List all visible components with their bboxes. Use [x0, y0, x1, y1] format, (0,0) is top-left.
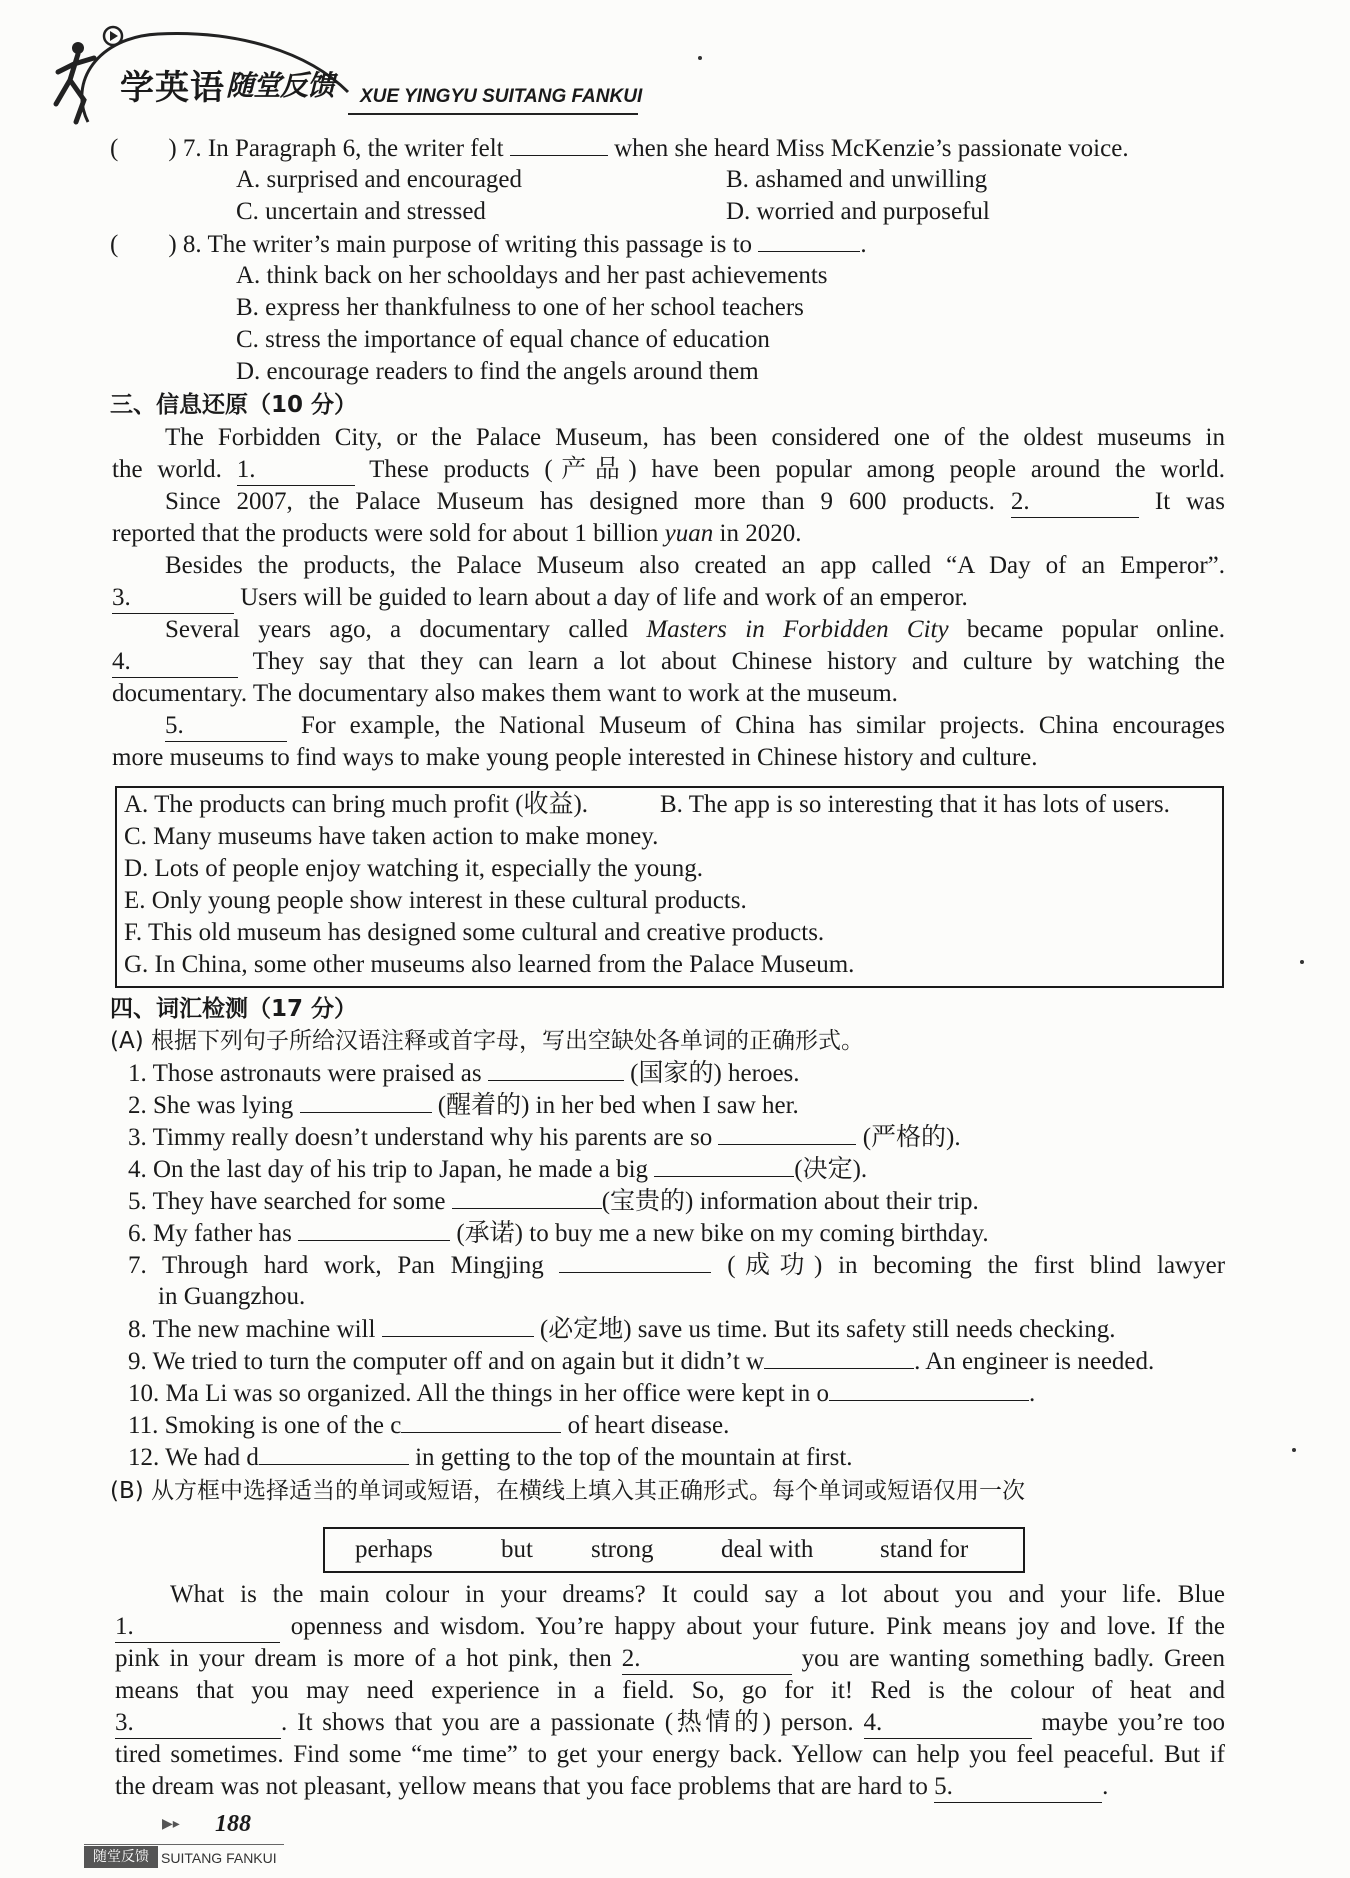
page-header	[48, 22, 668, 127]
word-box	[323, 1527, 1025, 1573]
passage-line: documentary. The documentary also makes them want to work at the museum.	[112, 680, 898, 707]
blank-2[interactable]: 2.	[1011, 487, 1139, 518]
answer-bracket[interactable]: ( )	[110, 231, 177, 258]
box-option-d: D. Lots of people enjoy watching it, especially the young.	[124, 855, 704, 882]
answer-blank[interactable]	[382, 1314, 534, 1337]
passage-b-line: 1. openness and wisdom. You’re happy about your future. Pink means joy and love. If the	[115, 1612, 1225, 1643]
option-8c[interactable]: C. stress the importance of equal chance of education	[236, 326, 770, 353]
word-option: deal with	[721, 1536, 814, 1563]
question-7	[110, 133, 1129, 164]
part-b-instructions: (B) 从方框中选择适当的单词或短语，在横线上填入其正确形式。每个单词或短语仅用一次	[110, 1478, 1026, 1504]
option-8a[interactable]: A. think back on her schooldays and her past achievements	[236, 262, 828, 289]
footer-divider	[84, 1844, 284, 1845]
section-3-title: 三、信息还原（10 分）	[110, 392, 358, 418]
passage-line: 5. For example, the National Museum of China has similar projects. China encourages	[165, 711, 1225, 742]
passage-line: Several years ago, a documentary called Masters in Forbidden City became popular online.	[165, 616, 1226, 643]
passage-b-line: pink in your dream is more of a hot pink, then 2. you are wanting something badly. Green	[115, 1644, 1225, 1675]
vocab-item-12: 12. We had d in getting to the top of the mountain at first.	[128, 1444, 853, 1471]
vocab-item-3: 3. Timmy really doesn’t understand why his parents are so (严格的).	[128, 1124, 961, 1151]
passage-line: 3. Users will be guided to learn about a day of life and work of an emperor.	[112, 583, 968, 614]
option-8d[interactable]: D. encourage readers to find the angels around them	[236, 358, 759, 385]
footer-tag-cn: 随堂反馈	[84, 1846, 158, 1868]
passage-line: Besides the products, the Palace Museum also created an app called “A Day of an Emperor”.	[165, 552, 1225, 579]
answer-blank[interactable]	[452, 1186, 602, 1209]
answer-bracket[interactable]: ( )	[110, 135, 177, 162]
passage-line: more museums to find ways to make young people interested in Chinese history and culture.	[112, 744, 1038, 771]
answer-blank[interactable]	[718, 1122, 856, 1145]
vocab-item-5: 5. They have searched for some (宝贵的) information about their trip.	[128, 1188, 979, 1215]
answer-blank[interactable]	[401, 1410, 561, 1433]
word-option: but	[501, 1536, 533, 1563]
blank-b4[interactable]: 4.	[864, 1708, 1032, 1739]
option-7c[interactable]: C. uncertain and stressed	[236, 198, 486, 225]
option-7d[interactable]: D. worried and purposeful	[726, 198, 990, 225]
blank-b5[interactable]: 5.	[934, 1772, 1102, 1803]
passage-line: the world. 1. These products (产品) have been popular among people around the world.	[112, 455, 1225, 486]
vocab-item-11: 11. Smoking is one of the c of heart disease.	[128, 1412, 730, 1439]
scan-speck	[698, 56, 702, 60]
answer-blank[interactable]	[654, 1154, 794, 1177]
scan-speck	[1300, 960, 1304, 964]
vocab-item-7: 7. Through hard work, Pan Mingjing (成功) in becoming the first blind lawyer	[128, 1252, 1226, 1279]
passage-line: Since 2007, the Palace Museum has designed more than 9 600 products. 2. It was	[165, 487, 1225, 518]
vocab-item-2: 2. She was lying (醒着的) in her bed when I saw her.	[128, 1092, 799, 1119]
question-stem: In Paragraph 6, the writer felt	[207, 135, 504, 162]
vocab-item-1: 1. Those astronauts were praised as (国家的) heroes.	[128, 1060, 800, 1087]
brand-title-en: XUE YINGYU SUITANG FANKUI	[360, 86, 643, 107]
brand-subtitle-cn: 随堂反馈	[226, 69, 335, 102]
vocab-item-10: 10. Ma Li was so organized. All the things in her office were kept in o .	[128, 1380, 1036, 1407]
answer-blank[interactable]	[488, 1058, 624, 1081]
vocab-item-4: 4. On the last day of his trip to Japan, he made a big (决定).	[128, 1156, 868, 1183]
passage-b-line: 3. . It shows that you are a passionate (热情的) person. 4. maybe you’re too	[115, 1708, 1225, 1739]
option-7b[interactable]: B. ashamed and unwilling	[726, 166, 988, 193]
blank-4[interactable]: 4.	[112, 647, 238, 678]
box-option-b: B. The app is so interesting that it has lots of users.	[660, 791, 1170, 818]
part-a-instructions: (A) 根据下列句子所给汉语注释或首字母，写出空缺处各单词的正确形式。	[110, 1028, 864, 1054]
brand-title-cn: 学英语	[120, 68, 225, 108]
vocab-item-7-cont: in Guangzhou.	[158, 1283, 306, 1310]
answer-blank[interactable]	[764, 1346, 914, 1369]
box-option-f: F. This old museum has designed some cultural and creative products.	[124, 919, 825, 946]
vocab-item-9: 9. We tried to turn the computer off and on again but it didn’t w . An engineer is needed.	[128, 1348, 1155, 1375]
answer-blank[interactable]	[300, 1090, 432, 1113]
passage-b-line: tired sometimes. Find some “me time” to get your energy back. Yellow can help you feel peaceful. But if	[115, 1741, 1225, 1768]
page-number: 188	[215, 1811, 251, 1837]
passage-b-line: What is the main colour in your dreams? It could say a lot about you and your life. Blue	[170, 1581, 1225, 1608]
box-option-a: A. The products can bring much profit (收益).	[124, 791, 589, 818]
blank-b2[interactable]: 2.	[622, 1644, 792, 1675]
passage-line: The Forbidden City, or the Palace Museum, has been considered one of the oldest museums in	[165, 424, 1225, 451]
option-8b[interactable]: B. express her thankfulness to one of her school teachers	[236, 294, 804, 321]
question-number: 8.	[182, 231, 202, 258]
section-4-title: 四、词汇检测（17 分）	[110, 996, 358, 1022]
answer-blank[interactable]	[259, 1442, 409, 1465]
answer-blank[interactable]	[298, 1218, 450, 1241]
question-8	[110, 229, 867, 260]
scan-speck	[1292, 1448, 1296, 1452]
page-arrow-icon: ▶▸	[162, 1817, 180, 1832]
question-number: 7.	[182, 135, 202, 162]
answer-blank[interactable]	[829, 1378, 1029, 1401]
answer-blank[interactable]	[510, 133, 608, 156]
box-option-e: E. Only young people show interest in these cultural products.	[124, 887, 747, 914]
question-stem: The writer’s main purpose of writing this passage is to	[207, 231, 753, 258]
word-option: perhaps	[355, 1536, 433, 1563]
option-7a[interactable]: A. surprised and encouraged	[236, 166, 523, 193]
passage-b-line: the dream was not pleasant, yellow means that you face problems that are hard to 5. .	[115, 1772, 1108, 1803]
vocab-item-8: 8. The new machine will (必定地) save us time. But its safety still needs checking.	[128, 1316, 1116, 1343]
blank-b3[interactable]: 3.	[115, 1708, 281, 1739]
footer-tag-en: SUITANG FANKUI	[161, 1850, 277, 1866]
box-option-c: C. Many museums have taken action to make money.	[124, 823, 659, 850]
answer-blank[interactable]	[559, 1250, 711, 1273]
answer-blank[interactable]	[758, 229, 860, 252]
word-option: stand for	[880, 1536, 969, 1563]
passage-b-line: means that you may need experience in a field. So, go for it! Red is the colour of heat and	[115, 1677, 1225, 1704]
word-option: strong	[591, 1536, 654, 1563]
blank-3[interactable]: 3.	[112, 583, 234, 614]
question-stem-end: when she heard Miss McKenzie’s passionate voice.	[614, 135, 1129, 162]
passage-line: 4. They say that they can learn a lot about Chinese history and culture by watching the	[112, 647, 1225, 678]
passage-line: reported that the products were sold for about 1 billion yuan in 2020.	[112, 520, 802, 547]
blank-b1[interactable]: 1.	[115, 1612, 280, 1643]
vocab-item-6: 6. My father has (承诺) to buy me a new bike on my coming birthday.	[128, 1220, 989, 1247]
box-option-g: G. In China, some other museums also learned from the Palace Museum.	[124, 951, 855, 978]
blank-5[interactable]: 5.	[165, 711, 287, 742]
blank-1[interactable]: 1.	[237, 455, 355, 486]
question-stem-end: .	[860, 231, 867, 258]
